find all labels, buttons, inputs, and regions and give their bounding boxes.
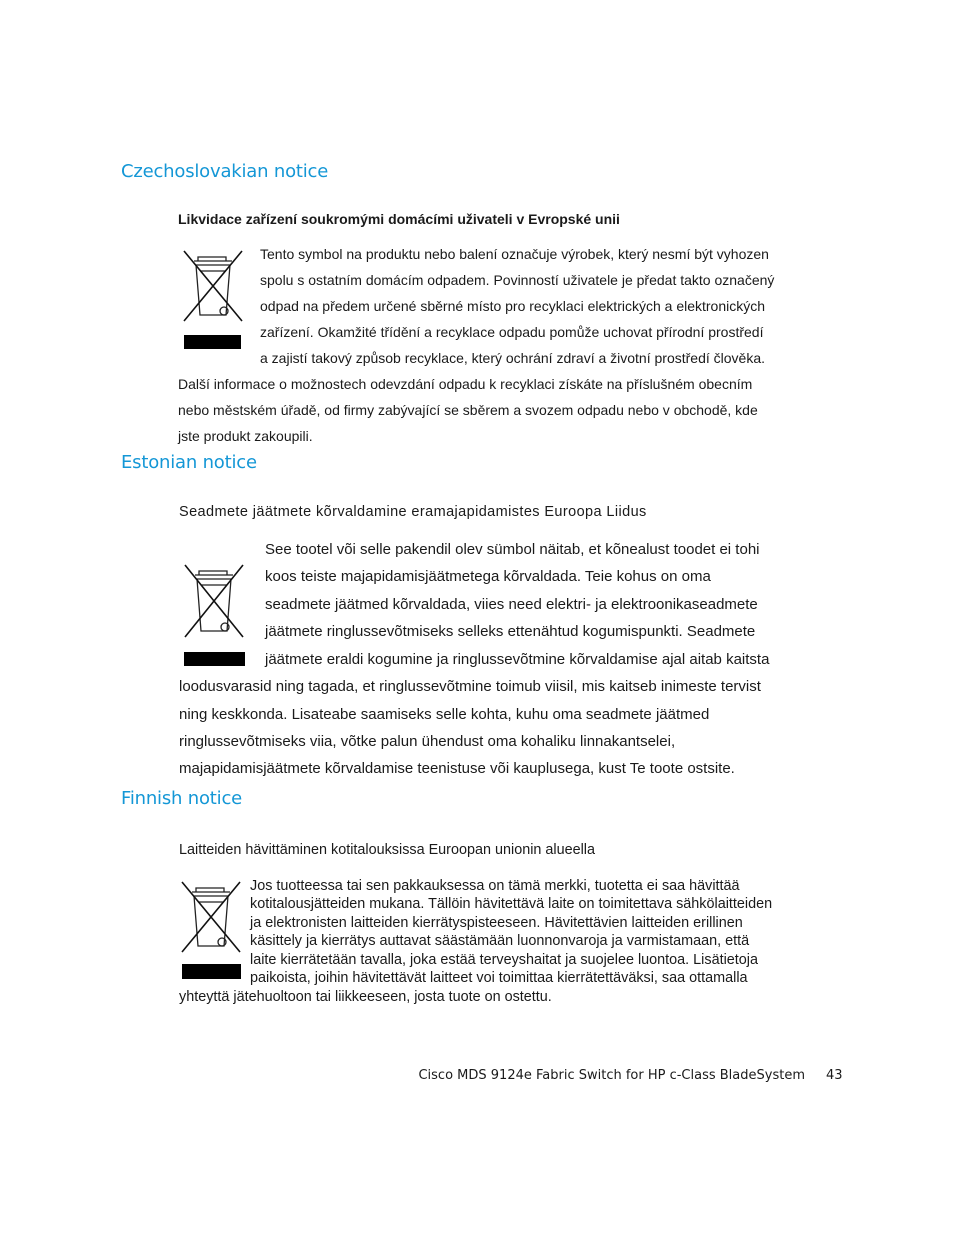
text-line: koos teiste majapidamisjäätmetega kõrvaldada. Teie kohus on oma — [265, 568, 711, 585]
text-line: spolu s ostatním domácím odpadem. Povinností uživatele je předat takto označený — [260, 272, 775, 288]
text-line: a zajistí takový způsob recyklace, který ochrání zdraví a životní prostředí člověka. — [260, 350, 765, 366]
text-line: jäätmete ringlussevõtmiseks selleks ettenähtud kogumispunkti. Seadmete — [265, 623, 756, 640]
text-line: ning keskkonda. Lisateabe saamiseks selle kohta, kuhu oma seadmete jäätmed — [179, 706, 710, 723]
section-heading-finnish: Finnish notice — [121, 788, 243, 809]
text-line: Jos tuotteessa tai sen pakkauksessa on tämä merkki, tuotetta ei saa hävittää — [250, 878, 740, 894]
section-heading-estonian: Estonian notice — [121, 452, 257, 473]
text-line: majapidamisjäätmete kõrvaldamise teenistuse või kauplusega, kust Te toote ostsite. — [179, 760, 735, 777]
text-line: käsittely ja kierrätys auttavat säästämään luonnonvaroja ja varmistamaan, että — [250, 933, 750, 949]
page-number: 43 — [826, 1068, 843, 1083]
weee-black-bar — [182, 964, 241, 979]
weee-bin-icon — [178, 878, 244, 954]
weee-black-bar — [184, 335, 241, 349]
text-line: laite kierrätetään tavalla, joka estää terveyshaitat ja suojelee luontoa. Lisätietoja — [250, 952, 758, 968]
text-line: jste produkt zakoupili. — [178, 428, 313, 444]
weee-bin-icon — [181, 561, 247, 639]
section-heading-czech: Czechoslovakian notice — [121, 161, 329, 182]
weee-bin-icon — [180, 247, 246, 323]
text-line: See tootel või selle pakendil olev sümbol näitab, et kõnealust toodet ei tohi — [265, 541, 760, 558]
section-subheading-estonian: Seadmete jäätmete kõrvaldamine eramajapidamistes Euroopa Liidus — [179, 504, 647, 520]
section-subheading-finnish: Laitteiden hävittäminen kotitalouksissa Euroopan unionin alueella — [179, 842, 596, 858]
text-line: odpad na předem určené sběrné místo pro recyklaci elektrických a elektronických — [260, 298, 766, 314]
section-subheading-czech: Likvidace zařízení soukromými domácími uživateli v Evropské unii — [178, 211, 620, 227]
text-line: yhteyttä jätehuoltoon tai liikkeeseen, josta tuote on ostettu. — [179, 989, 552, 1005]
text-line: ja elektronisten laitteiden kierrätyspisteeseen. Hävitettävien laitteiden erillinen — [250, 915, 743, 931]
text-line: ringlussevõtmiseks viia, võtke palun ühendust oma kohaliku linnakantselei, — [179, 733, 676, 750]
text-line: jäätmete eraldi kogumine ja ringlussevõtmine kõrvaldamise ajal aitab kaitsta — [265, 651, 770, 668]
text-line: seadmete jäätmed kõrvaldada, viies need elektri- ja elektroonikaseadmete — [265, 596, 758, 613]
text-line: nebo městském úřadě, od firmy zabývající se sběrem a svozem odpadu nebo v obchodě, kde — [178, 402, 758, 418]
footer-title: Cisco MDS 9124e Fabric Switch for HP c-Class BladeSystem — [418, 1068, 805, 1083]
text-line: Další informace o možnostech odevzdání odpadu k recyklaci získáte na příslušném obecním — [178, 376, 753, 392]
text-line: zařízení. Okamžité třídění a recyklace odpadu pomůže uchovat přírodní prostředí — [260, 324, 764, 340]
text-line: loodusvarasid ning tagada, et ringlussevõtmine toimub viisil, mis kaitseb inimeste tervist — [179, 678, 761, 695]
text-line: Tento symbol na produktu nebo balení označuje výrobek, který nesmí být vyhozen — [260, 246, 769, 262]
text-line: paikoista, joihin hävitettävät laitteet voi toimittaa kierrätettäväksi, saa ottamalla — [250, 970, 748, 986]
weee-black-bar — [184, 652, 245, 666]
text-line: kotitalousjätteiden mukana. Tällöin hävitettävä laite on toimitettava sähkölaitteiden — [250, 896, 773, 912]
